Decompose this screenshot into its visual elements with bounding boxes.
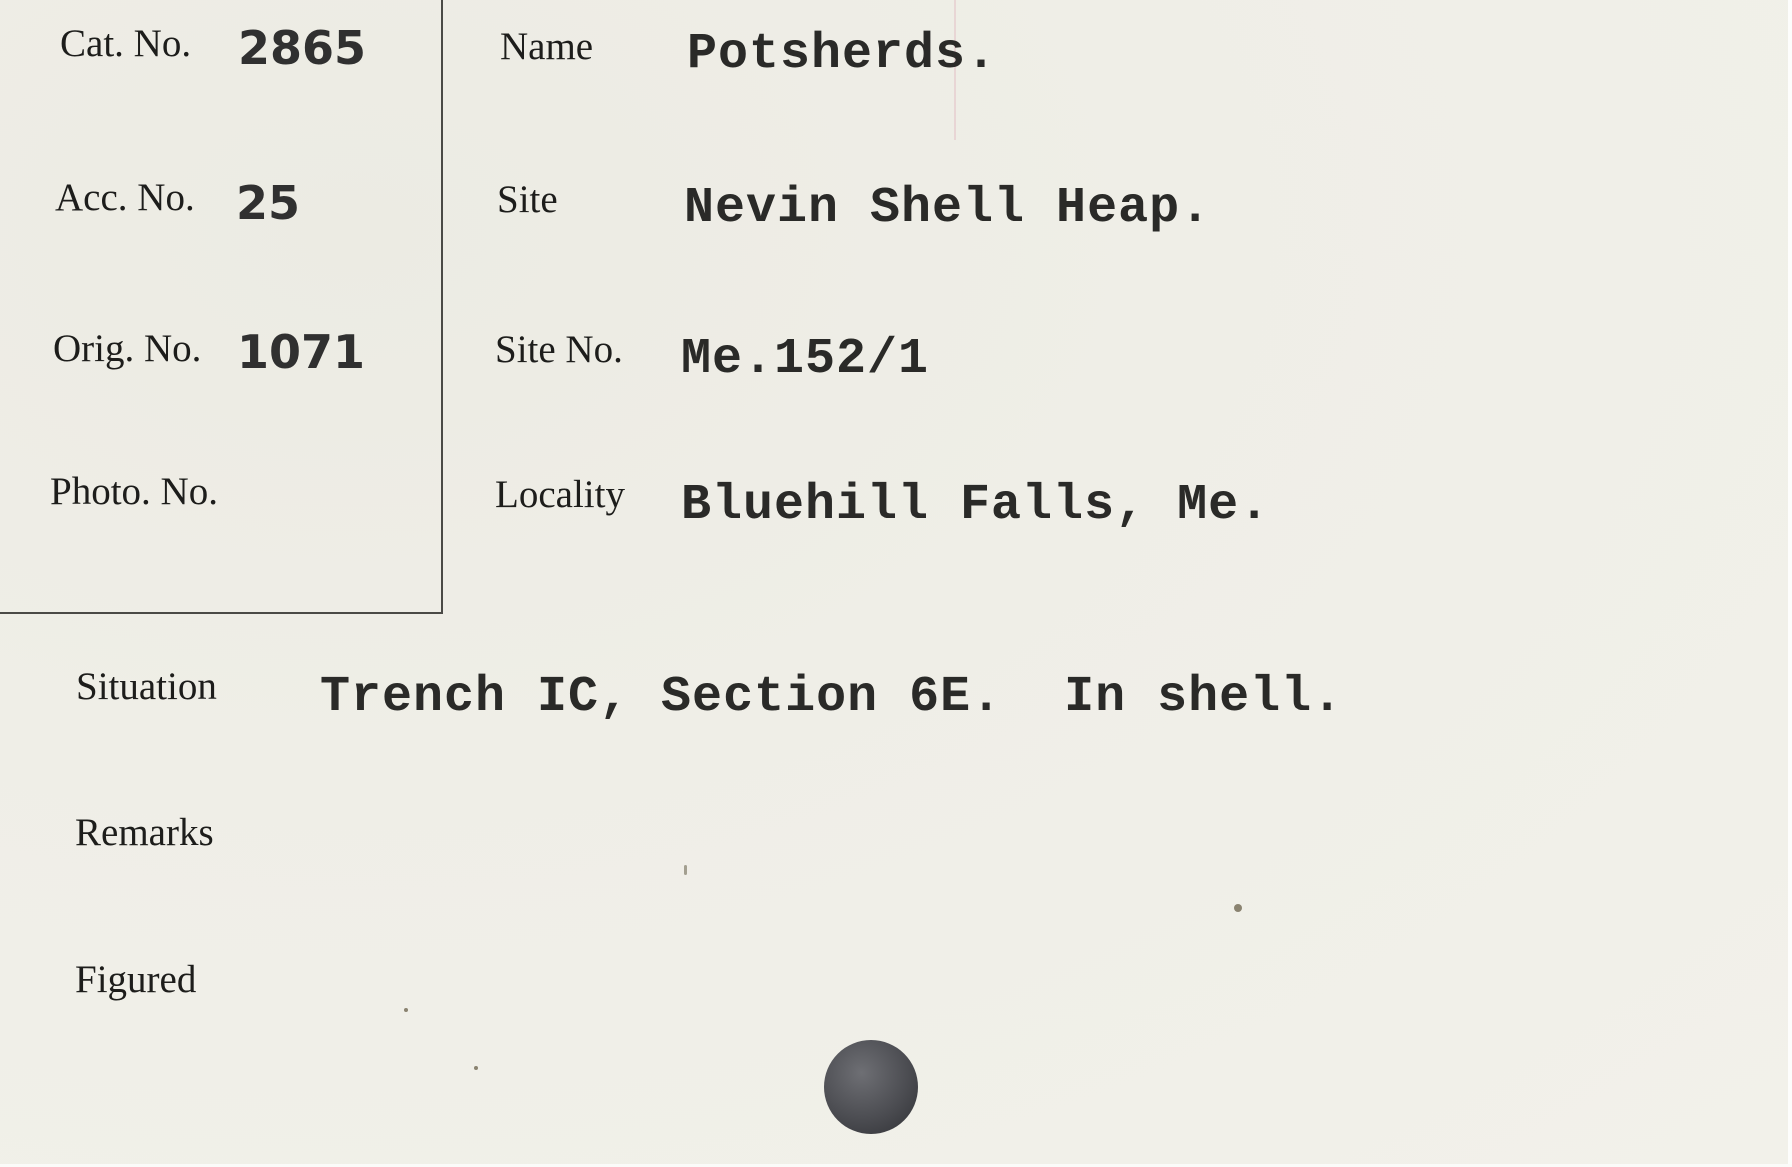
- cat-no-label: Cat. No.: [60, 22, 192, 65]
- paper-speck: [1234, 904, 1242, 912]
- situation-label: Situation: [76, 665, 217, 708]
- site-value: Nevin Shell Heap.: [684, 180, 1212, 237]
- locality-label: Locality: [495, 473, 625, 516]
- name-label: Name: [500, 25, 594, 68]
- paper-speck: [474, 1066, 478, 1070]
- identification-box: [0, 0, 443, 614]
- photo-no-label: Photo. No.: [50, 470, 218, 513]
- orig-no-label: Orig. No.: [53, 327, 202, 370]
- paper-speck: [684, 865, 687, 875]
- name-value: Potsherds.: [687, 26, 998, 83]
- site-label: Site: [497, 178, 558, 221]
- acc-no-label: Acc. No.: [55, 176, 195, 219]
- site-no-value: Me.152/1: [681, 331, 930, 388]
- figured-label: Figured: [75, 958, 197, 1001]
- locality-value: Bluehill Falls, Me.: [681, 477, 1271, 534]
- situation-value: Trench IC, Section 6E. In shell.: [320, 669, 1344, 726]
- site-no-label: Site No.: [495, 328, 623, 371]
- paper-speck: [404, 1008, 408, 1012]
- cat-no-value: 2865: [238, 21, 367, 75]
- acc-no-value: 25: [236, 176, 301, 230]
- card-right-edge: [1788, 0, 1792, 1167]
- remarks-label: Remarks: [75, 811, 214, 854]
- orig-no-value: 1071: [237, 325, 366, 379]
- punch-hole: [824, 1040, 918, 1134]
